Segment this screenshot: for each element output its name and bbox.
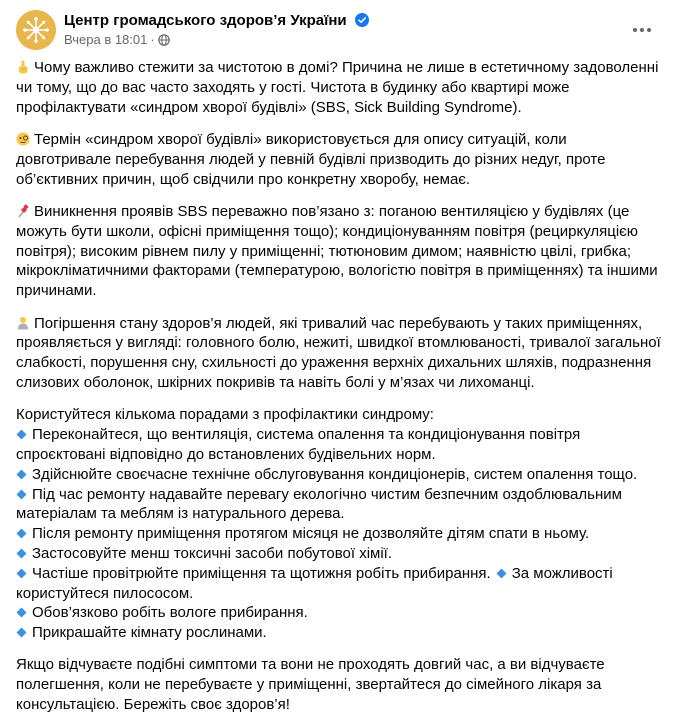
text-line: слабкості, порушення сну, схильності до ураження верхніх дихальних шляхів, подразнення (16, 354, 652, 372)
paragraph-why-cleanliness (16, 58, 659, 117)
tip-text: Здійснюйте своєчасне технічне обслуговування кондиціонерів, систем опалення тощо. (32, 465, 638, 483)
pushpin-emoji (16, 204, 30, 218)
tip-item (16, 524, 650, 544)
paragraph-sbs-causes (16, 202, 658, 301)
text-line: слизових оболонок, шкірних покривів та навіть болі у м’язах чи лихоманці. (16, 373, 535, 391)
text-content: Чому важливо стежити за чистотою в домі? Причина не лише в естетичному задоволенні (34, 59, 659, 76)
blue-diamond-emoji (16, 469, 27, 480)
tip-item (16, 425, 650, 445)
text-line: полегшення, коли не перебуваєте у приміщенні, звертайтеся до сімейного лікаря за (16, 676, 602, 694)
post-timestamp[interactable]: Вчера в 18:01 (64, 32, 148, 47)
more-options-button[interactable] (626, 14, 658, 46)
pointing-up-hand-emoji (16, 60, 30, 74)
tip-text: Частіше провітрюйте приміщення та щотижня робіть прибирання. (32, 564, 491, 582)
blue-diamond-emoji (16, 568, 27, 579)
text-line: чи тому, що до вас часто заходять у гості. Чистота в будинку або квартирі може (16, 78, 570, 96)
more-options-icon (632, 27, 652, 33)
blue-diamond-emoji (16, 607, 27, 618)
tip-item-continuation: користуйтеся пилососом. (16, 584, 194, 602)
tip-item (16, 623, 650, 643)
text-line: консультацією. Бережіть своє здоров’я! (16, 696, 290, 714)
verified-badge-icon (355, 13, 369, 27)
tip-text: Під час ремонту надавайте перевагу екологічно чистим безпечним оздоблювальним (32, 485, 622, 503)
page-name-link[interactable] (64, 12, 369, 30)
paragraph-tips (16, 405, 650, 643)
text-line: причинами. (16, 282, 97, 300)
blue-diamond-emoji (16, 548, 27, 559)
text-line: мікрокліматичними факторами (температурою, вологістю повітря в приміщеннях) та іншими (16, 262, 658, 280)
text-content: Погіршення стану здоров’я людей, які тривалий час перебувають у таких приміщеннях, (34, 314, 643, 332)
text-line (16, 58, 659, 78)
blue-diamond-emoji (16, 429, 27, 440)
text-content: Термін «синдром хворої будівлі» використовується для опису ситуацій, коли (34, 130, 567, 148)
monocle-face-emoji (16, 132, 30, 146)
tip-text: Застосовуйте менш токсичні засоби побутової хімії. (32, 544, 393, 562)
tip-text: Після ремонту приміщення протягом місяця не дозволяйте дітям спати в ньому. (32, 525, 590, 543)
post-meta (64, 32, 170, 48)
text-line: профілактувати «синдром хворої будівлі» (SBS, Sick Building Syndrome). (16, 98, 522, 116)
post-text (16, 58, 661, 715)
person-emoji (16, 316, 30, 330)
text-line: довготривале перебування людей у певній будівлі призводить до різних недуг, проте (16, 150, 606, 168)
text-content: Виникнення проявів SBS переважно пов’язано з: поганою вентиляцією у будівлях (це (34, 202, 630, 220)
tip-item (16, 485, 650, 505)
tip-item (16, 544, 650, 564)
text-line: проявляється у вигляді: головного болю, нежиті, швидкої втомлюваності, тривалої загальної (16, 334, 661, 352)
page-name-text[interactable]: Центр громадського здоров’я України (64, 12, 347, 29)
blue-diamond-emoji (496, 568, 507, 579)
meta-separator: · (150, 32, 155, 47)
globe-icon[interactable] (158, 34, 170, 46)
blue-diamond-emoji (16, 627, 27, 638)
text-line: повітря); високим рівнем пилу у приміщенні; тютюновим димом; наявністю цвілі, грибка; (16, 242, 632, 260)
blue-diamond-emoji (16, 528, 27, 539)
tip-item-continuation: матеріалам та меблям із натурального дерева. (16, 505, 345, 523)
paragraph-sbs-term (16, 130, 650, 189)
tip-item (16, 465, 650, 485)
text-line: об’єктивних причин, щоб свідчили про конкретну хворобу, немає. (16, 170, 471, 188)
post-header (16, 10, 658, 50)
tip-text: Обов’язково робіть вологе прибирання. (32, 604, 308, 622)
tip-item (16, 564, 650, 584)
text-line: Якщо відчуваєте подібні симптоми та вони не проходять довгий час, а ви відчуваєте (16, 656, 605, 674)
blue-diamond-emoji (16, 489, 27, 500)
paragraph-symptoms (16, 314, 661, 393)
paragraph-final-advice (16, 655, 650, 714)
tip-text: Прикрашайте кімнату рослинами. (32, 624, 267, 642)
text-line (16, 130, 650, 150)
text-line (16, 202, 650, 222)
tip-text: За можливості (511, 564, 613, 582)
phc-logo-icon (16, 10, 56, 50)
page-avatar[interactable] (16, 10, 56, 50)
tip-text: Переконайтеся, що вентиляція, система опалення та кондиціонування повітря (32, 426, 581, 444)
text-line (16, 314, 650, 334)
tip-item-continuation: спроєктовані відповідно до встановлених будівельних норм. (16, 445, 436, 463)
tip-item (16, 603, 650, 623)
tips-intro: Користуйтеся кількома порадами з профілактики синдрому: (16, 406, 434, 424)
text-line: можуть бути школи, офісні приміщення тощо); кондиціонуванням повітря (рециркуляцією (16, 222, 639, 240)
